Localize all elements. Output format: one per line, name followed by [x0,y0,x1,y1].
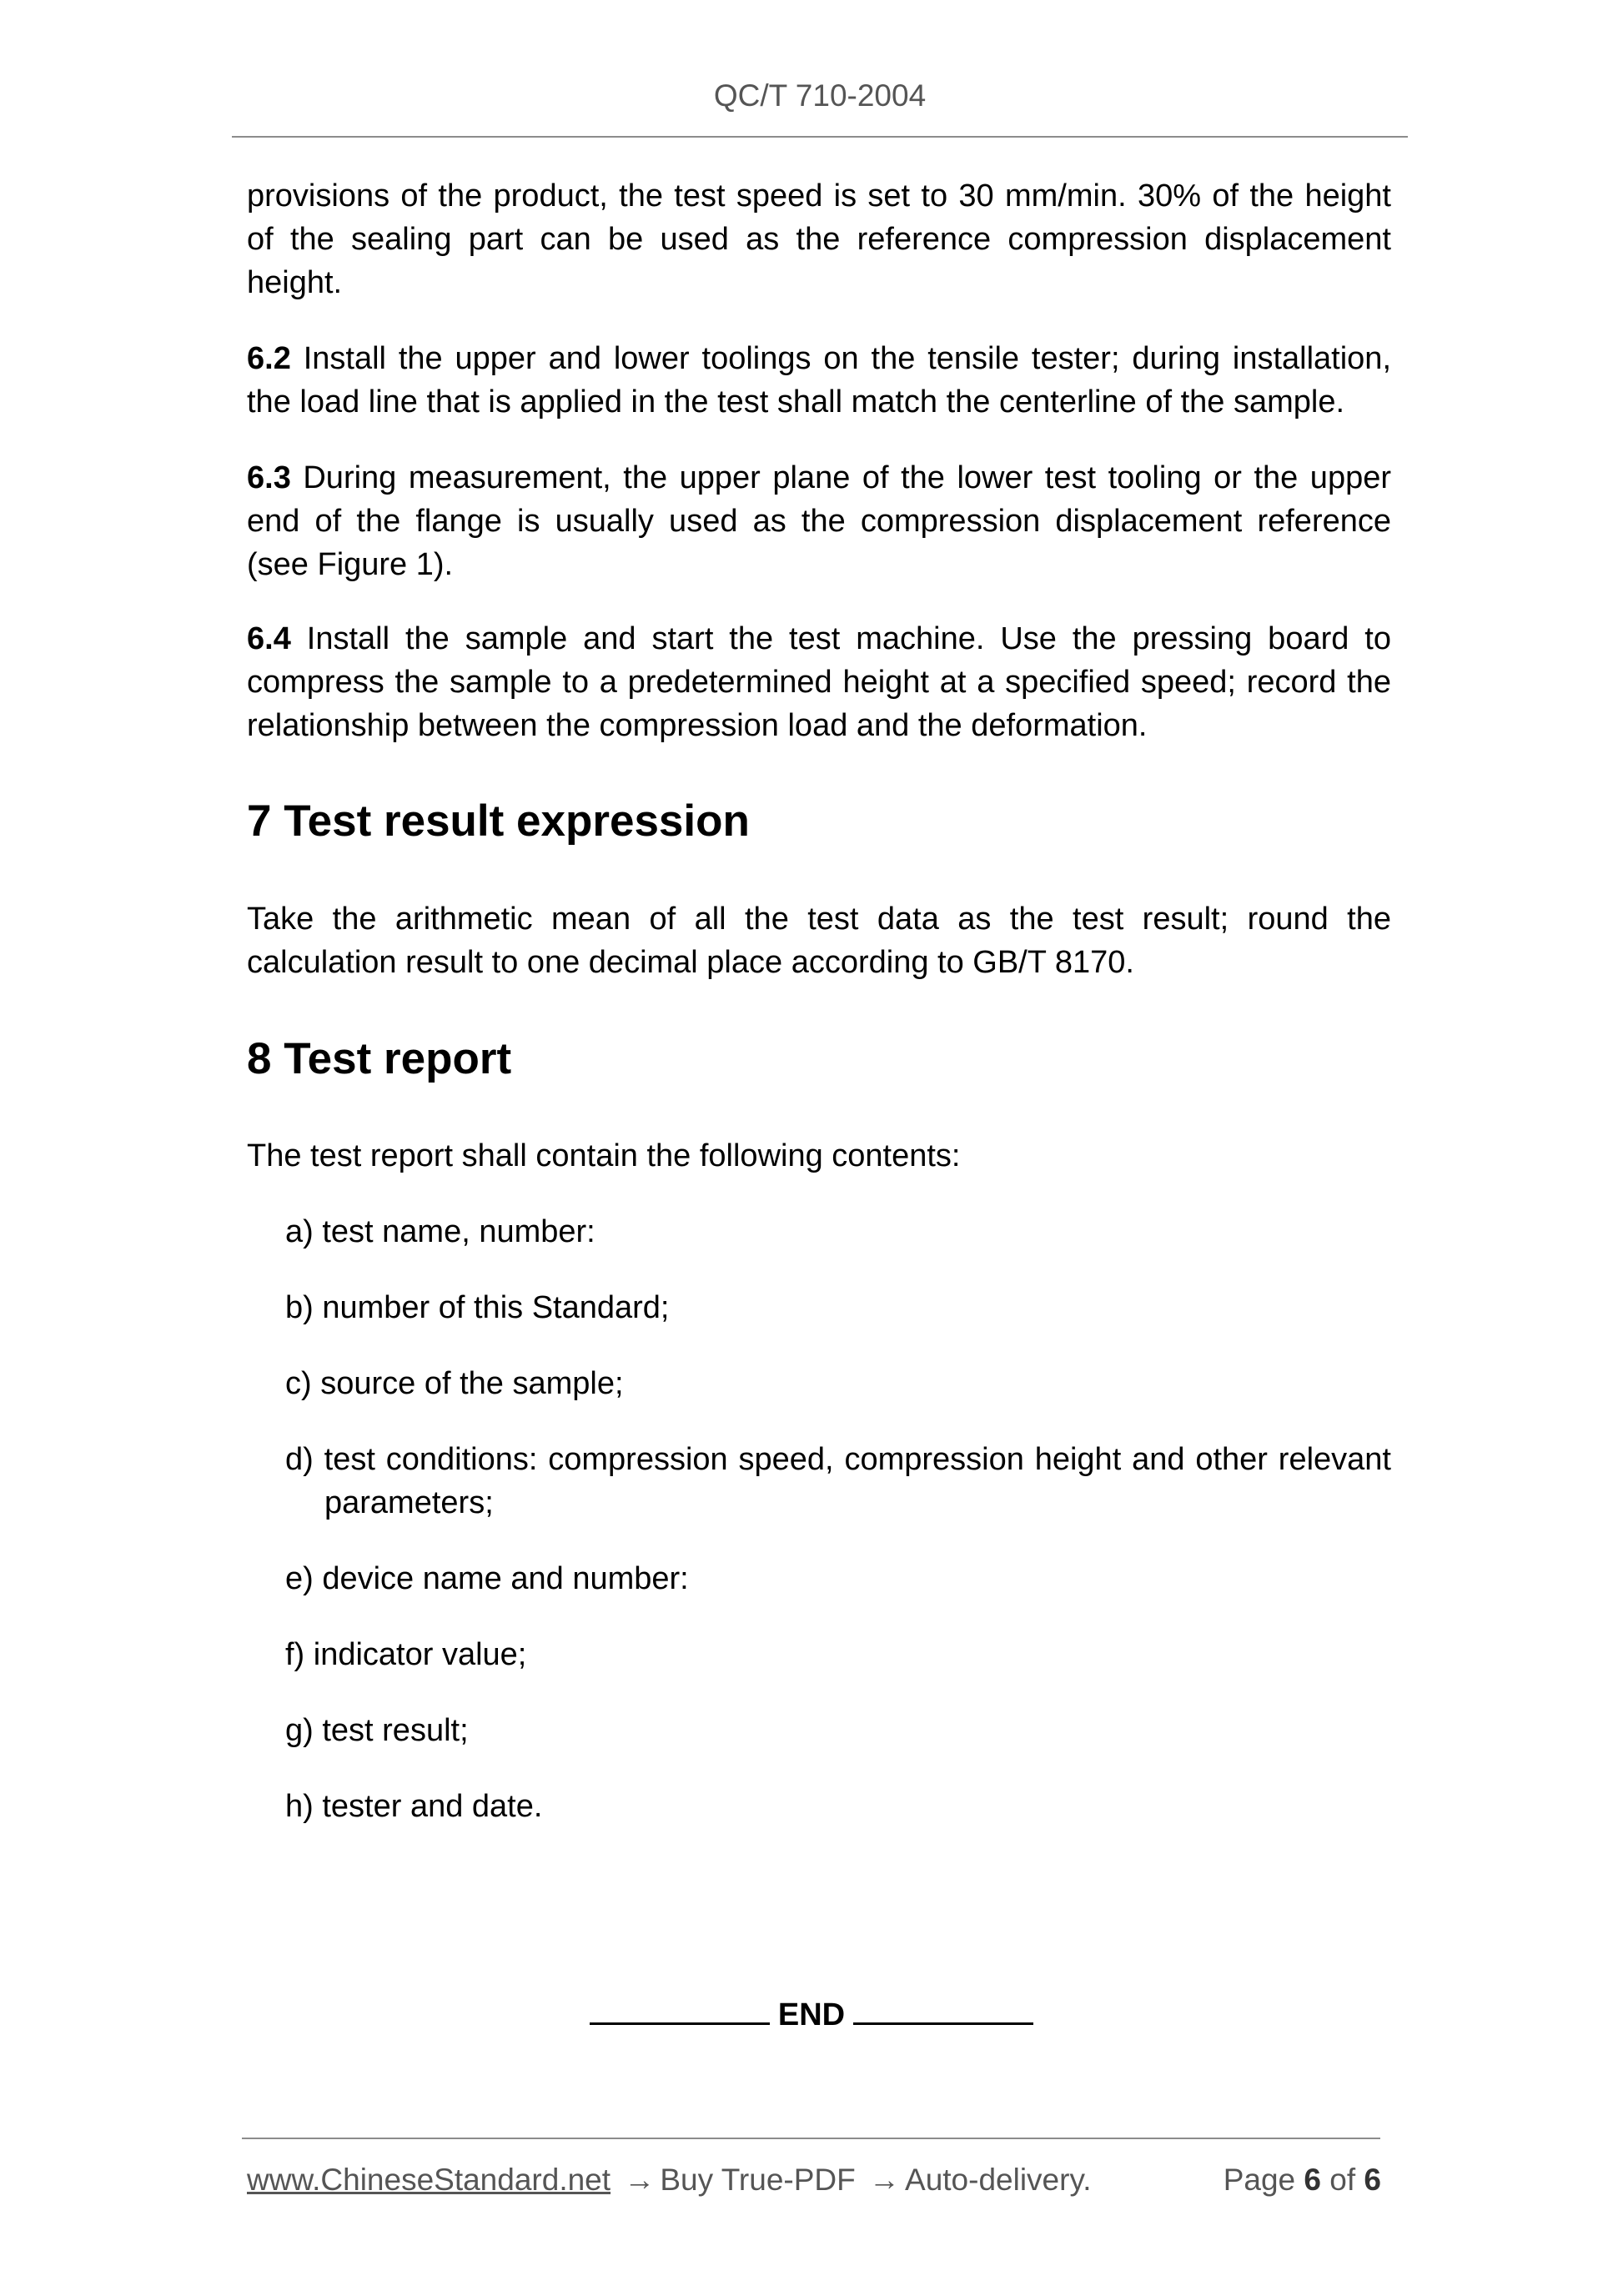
page-label: Page [1223,2163,1296,2197]
clause-text-6-4: Install the sample and start the test machine. Use the pressing board to compress the sample to a predetermined height at a specified speed; record the relationship between the compression load and the deformation. [247,621,1391,743]
report-item-h: h) tester and date. [285,1789,543,1824]
clause-number-6-4: 6.4 [247,621,291,656]
chinesestandard-link[interactable]: www.ChineseStandard.net [247,2163,611,2197]
end-text: END [777,1997,846,2032]
clause-number-6-2: 6.2 [247,341,291,376]
paragraph-6-4 [247,617,1391,747]
report-item-a: a) test name, number: [285,1214,595,1249]
footer-divider [242,2138,1380,2139]
section-7-heading: 7 Test result expression [247,796,750,846]
arrow-right-icon: → [624,2163,656,2197]
section-8-intro: The test report shall contain the following contents: [247,1138,961,1173]
auto-delivery-text: Auto-delivery. [905,2163,1092,2197]
clause-number-6-3: 6.3 [247,460,291,495]
section-8-heading: 8 Test report [247,1034,512,1083]
report-item-d: d) test conditions: compression speed, compression height and other relevant parameters; [285,1442,1391,1520]
paragraph-6-3 [247,456,1391,586]
header-divider [232,136,1408,138]
paragraph-6-2 [247,337,1391,424]
end-rule-right [853,1989,1033,2025]
clause-text-6-2: Install the upper and lower toolings on the tensile tester; during installation, the load line that is applied in the test shall match the centerline of the sample. [247,341,1391,420]
page-total: 6 [1364,2163,1381,2197]
buy-true-pdf-text: Buy True-PDF [660,2163,856,2197]
page-current: 6 [1304,2163,1321,2197]
end-rule-left [590,1989,770,2025]
document-code-header: QC/T 710-2004 [713,78,927,113]
page-of-label: of [1329,2163,1356,2197]
page-indicator [1224,2160,1381,2200]
page-footer [247,2160,1381,2200]
paragraph-intro: provisions of the product, the test speed is set to 30 mm/min. 30% of the height of the sealing part can be used as the reference compression displacement height. [247,178,1391,300]
report-item-b: b) number of this Standard; [285,1290,670,1325]
clause-text-6-3: During measurement, the upper plane of the lower test tooling or the upper end of the flange is usually used as the compression displacement reference (see Figure 1). [247,460,1391,582]
report-item-e: e) device name and number: [285,1561,689,1596]
report-item-c: c) source of the sample; [285,1366,624,1401]
end-marker [0,1989,1623,2037]
arrow-right-icon: → [869,2163,901,2197]
report-item-f: f) indicator value; [285,1637,527,1672]
section-7-body: Take the arithmetic mean of all the test data as the test result; round the calculation result to one decimal place according to GB/T 8170. [247,902,1391,980]
report-item-g: g) test result; [285,1713,469,1748]
